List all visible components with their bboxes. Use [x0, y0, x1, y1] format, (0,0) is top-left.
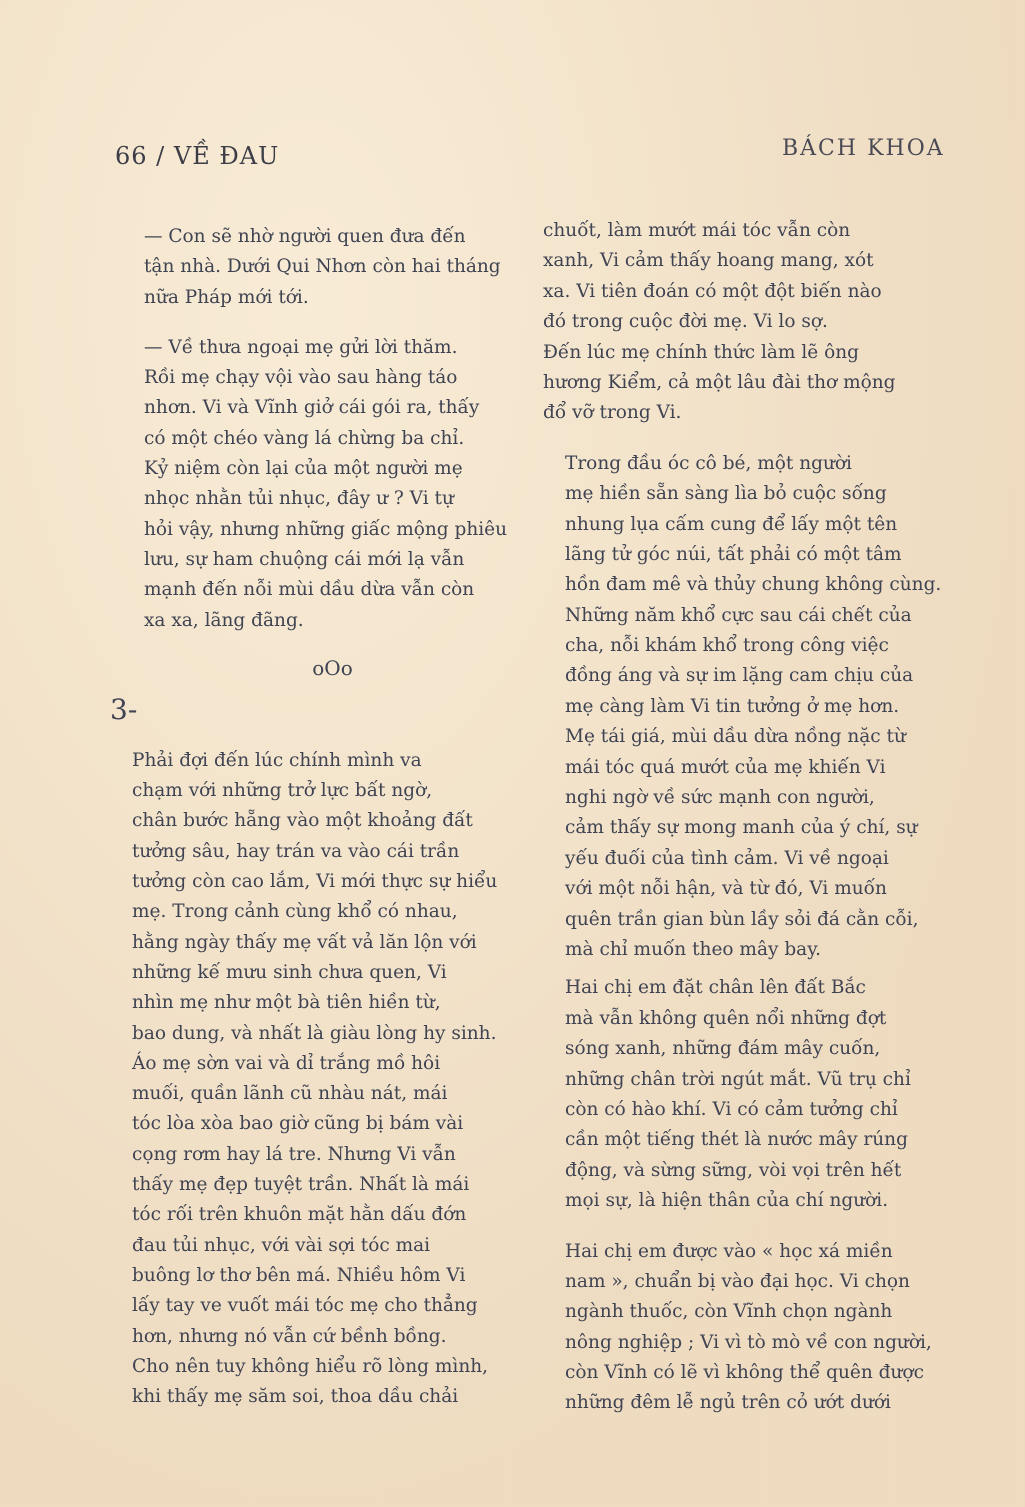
text-line: những kế mưu sinh chưa quen, Vi [132, 961, 447, 983]
text-line: nam », chuẩn bị vào đại học. Vi chọn [565, 1270, 910, 1292]
text-line: tưởng sâu, hay trán va vào cái trần [132, 840, 460, 862]
text-line: Trong đầu óc cô bé, một người [565, 452, 852, 474]
text-line: chân bước hẵng vào một khoảng đất [132, 810, 473, 832]
text-line: Phải đợi đến lúc chính mình va [132, 749, 422, 771]
text-line: lưu, sự ham chuộng cái mới lạ vẫn [144, 548, 465, 570]
text-line: Mẹ tái giá, mùi dầu dừa nồng nặc từ [565, 726, 906, 748]
text-line: động, và sừng sững, vòi vọi trên hết [565, 1159, 902, 1181]
text-line: đồng áng và sự im lặng cam chịu của [565, 665, 914, 687]
paragraph-continued [543, 216, 943, 429]
text-line: hồn đam mê và thủy chung không cùng. [565, 574, 942, 596]
text-line: Kỷ niệm còn lại của một người mẹ [144, 458, 463, 480]
paragraph-section-3 [110, 746, 515, 1413]
text-line: cảm thấy sự mong manh của ý chí, sự [565, 817, 918, 839]
running-header-magazine: BÁCH KHOA [782, 136, 945, 161]
paragraph-dialogue-2 [110, 333, 515, 636]
text-line: mà vẫn không quên nổi những đợt [565, 1007, 887, 1029]
text-line: cần một tiếng thét là nước mây rúng [565, 1129, 908, 1151]
text-line: quên trần gian bùn lầy sỏi đá cằn cỗi, [565, 908, 919, 930]
left-column [110, 222, 515, 1412]
section-number: 3- [110, 692, 138, 726]
text-line: buông lơ thơ bên má. Nhiều hôm Vi [132, 1264, 466, 1286]
text-line: nhung lụa cấm cung để lấy một tên [565, 513, 898, 535]
text-line: nữa Pháp mới tới. [144, 286, 309, 308]
text-line: hằng ngày thấy mẹ vất vả lăn lộn với [132, 931, 477, 953]
text-line: có một chéo vàng lá chừng ba chỉ. [144, 427, 465, 449]
text-line: mà chỉ muốn theo mây bay. [565, 938, 822, 960]
text-line: nhìn mẹ như một bà tiên hiền từ, [132, 992, 441, 1014]
text-line: những đêm lễ ngủ trên cỏ ướt dưới [565, 1392, 891, 1414]
text-line: lấy tay ve vuốt mái tóc mẹ cho thẳng [132, 1295, 478, 1317]
text-line: tận nhà. Dưới Qui Nhơn còn hai tháng [144, 256, 501, 278]
paragraph-university [543, 1237, 943, 1419]
text-line: còn Vĩnh có lẽ vì không thể quên được [565, 1362, 924, 1384]
text-line: nghi ngờ về sức mạnh con người, [565, 787, 875, 809]
text-line: Rồi mẹ chạy vội vào sau hàng táo [144, 367, 458, 389]
text-line: — Con sẽ nhờ người quen đưa đến [144, 226, 466, 247]
text-line: thấy mẹ đẹp tuyệt trần. Nhất là mái [132, 1174, 470, 1196]
text-line: tưởng còn cao lắm, Vi mới thực sự hiểu [132, 871, 498, 893]
right-column [543, 216, 943, 1419]
text-line: hương Kiểm, cả một lâu đài thơ mộng [543, 371, 896, 393]
text-line: mẹ hiền sẵn sàng lìa bỏ cuộc sống [565, 483, 887, 505]
text-line: Những năm khổ cực sau cái chết của [565, 604, 912, 626]
text-line: cọng rơm hay lá tre. Nhưng Vi vẫn [132, 1143, 456, 1165]
text-line: Cho nên tuy không hiểu rõ lòng mình, [132, 1355, 489, 1377]
text-line: đó trong cuộc đời mẹ. Vi lo sợ. [543, 311, 828, 333]
text-line: xanh, Vi cảm thấy hoang mang, xót [543, 250, 874, 272]
text-line: tóc lòa xòa bao giờ cũng bị bám vài [132, 1113, 464, 1135]
text-line: với một nỗi hận, và từ đó, Vi muốn [565, 878, 887, 900]
text-line: hơn, nhưng nó vẫn cứ bềnh bồng. [132, 1325, 447, 1347]
text-line: yếu đuối của tình cảm. Vi về ngoại [565, 847, 889, 869]
text-line: chuốt, làm mướt mái tóc vẫn còn [543, 220, 851, 241]
text-line: đổ vỡ trong Vi. [543, 402, 682, 424]
text-line: những chân trời ngút mắt. Vũ trụ chỉ [565, 1068, 911, 1090]
text-line: ngành thuốc, còn Vĩnh chọn ngành [565, 1301, 893, 1323]
text-line: muối, quần lãnh cũ nhàu nát, mái [132, 1083, 448, 1105]
text-line: chạm với những trở lực bất ngờ, [132, 780, 433, 802]
text-line: cha, nỗi khám khổ trong công việc [565, 635, 889, 657]
text-line: xa xa, lãng đãng. [144, 609, 304, 631]
text-line: sóng xanh, những đám mây cuốn, [565, 1038, 881, 1060]
text-line: nhọc nhằn tủi nhục, đây ư ? Vi tự [144, 488, 454, 510]
text-line: khi thấy mẹ săm soi, thoa dầu chải [132, 1386, 459, 1408]
text-line: đau tủi nhục, với vài sợi tóc mai [132, 1234, 431, 1256]
text-line: mái tóc quá mướt của mẹ khiến Vi [565, 756, 886, 778]
section-ornament: oOo [312, 655, 353, 680]
running-header-page-title: 66 / VỀ ĐAU [115, 142, 280, 170]
text-line: bao dung, và nhất là giàu lòng hy sinh. [132, 1022, 497, 1044]
text-line: tóc rối trên khuôn mặt hằn dấu đớn [132, 1204, 467, 1226]
text-line: còn có hào khí. Vi có cảm tưởng chỉ [565, 1098, 898, 1120]
paragraph-inner-thoughts [543, 449, 943, 966]
text-line: mọi sự, là hiện thân của chí người. [565, 1190, 889, 1212]
text-line: — Về thưa ngoại mẹ gửi lời thăm. [144, 336, 458, 358]
text-line: mạnh đến nỗi mùi dầu dừa vẫn còn [144, 579, 475, 601]
text-line: Hai chị em đặt chân lên đất Bắc [565, 977, 866, 999]
paragraph-north [543, 973, 943, 1216]
text-line: Đến lúc mẹ chính thức làm lẽ ông [543, 341, 859, 363]
text-line: hỏi vậy, nhưng những giấc mộng phiêu [144, 518, 508, 540]
paragraph-dialogue-1 [110, 222, 515, 313]
text-line: lãng tử góc núi, tất phải có một tâm [565, 543, 902, 565]
text-line: mẹ. Trong cảnh cùng khổ có nhau, [132, 901, 458, 923]
text-line: xa. Vi tiên đoán có một đột biến nào [543, 280, 882, 302]
text-line: nông nghiệp ; Vi vì tò mò về con người, [565, 1331, 932, 1353]
text-line: nhơn. Vi và Vĩnh giở cái gói ra, thấy [144, 397, 480, 419]
text-line: Áo mẹ sờn vai và dỉ trắng mồ hôi [132, 1052, 441, 1074]
text-line: mẹ càng làm Vi tin tưởng ở mẹ hơn. [565, 695, 900, 717]
text-line: Hai chị em được vào « học xá miền [565, 1240, 893, 1262]
